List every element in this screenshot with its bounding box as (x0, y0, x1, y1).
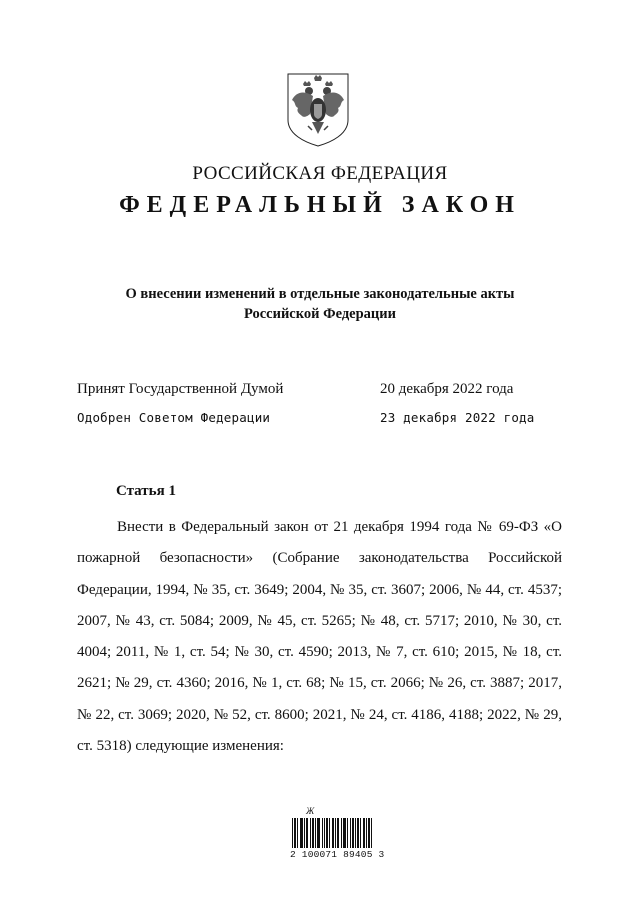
barcode-bar (355, 818, 356, 848)
barcode-bar (307, 818, 308, 848)
barcode-bar (369, 818, 370, 848)
barcode-bar (347, 818, 348, 848)
barcode-bar (335, 818, 336, 848)
barcode-bar (324, 818, 325, 848)
subject-line-1: О внесении изменений в отдельные законодательные акты (125, 286, 515, 302)
council-label: Одобрен Советом Федерации (77, 410, 271, 425)
barcode-bar (366, 818, 367, 848)
barcode-bar (297, 818, 298, 848)
barcode-bar (353, 818, 354, 848)
document-type-title: ФЕДЕРАЛЬНЫЙ ЗАКОН (119, 192, 521, 218)
coat-of-arms-emblem (286, 72, 350, 148)
barcode-bar (313, 818, 314, 848)
barcode-bar (302, 818, 303, 848)
barcode-bar (295, 818, 296, 848)
barcode-bars (290, 806, 374, 848)
barcode-bar (315, 818, 316, 848)
barcode-bar (310, 818, 311, 848)
barcode-bar (322, 818, 323, 848)
country-heading: РОССИЙСКАЯ ФЕДЕРАЦИЯ (192, 163, 448, 184)
barcode-bar (371, 818, 372, 848)
barcode-bar (327, 818, 328, 848)
barcode-bar (341, 818, 342, 848)
barcode-bar (364, 818, 365, 848)
law-subject (100, 284, 540, 324)
barcode-bar (333, 818, 334, 848)
barcode-bar (304, 818, 305, 848)
handwritten-mark: Ж (306, 806, 315, 816)
article-body: Внести в Федеральный закон от 21 декабря 1994 года № 69-ФЗ «О пожарной безопасности» (Собрание законодательства Российской Федерации, 1994, № 35, ст. 3649; 2004, № 35, ст. 3607; 2006, № 44, ст. 4537; 2007, № 43, ст. 5084; 2009, № 45, ст. 5265; № 48, ст. 5717; 2010, № 30, ст. 4004; 2011, № 1, ст. 54; № 30, ст. 4590; 2013, № 7, ст. 610; 2015, № 18, ст. 2621; № 29, ст. 4360; 2016, № 1, ст. 68; № 15, ст. 2066; № 26, ст. 3887; 2017, № 22, ст. 3069; 2020, № 52, ст. 8600; 2021, № 24, ст. 4186, 4188; 2022, № 29, ст. 5318) следующие изменения: (77, 519, 562, 755)
barcode-bar (292, 818, 293, 848)
subject-line-2: Российской Федерации (243, 306, 396, 322)
council-date: 23 декабря 2022 года (380, 410, 535, 425)
barcode-bar (319, 818, 320, 848)
duma-label: Принят Государственной Думой (77, 381, 284, 397)
barcode-bar (350, 818, 351, 848)
barcode-number: 2 100071 89405 3 (290, 849, 385, 860)
barcode-bar (329, 818, 330, 848)
barcode-bar (338, 818, 339, 848)
barcode-bar (345, 818, 346, 848)
duma-date: 20 декабря 2022 года (380, 381, 514, 397)
barcode (290, 806, 385, 860)
article-title: Статья 1 (116, 483, 176, 499)
barcode-bar (358, 818, 359, 848)
barcode-bar (360, 818, 361, 848)
